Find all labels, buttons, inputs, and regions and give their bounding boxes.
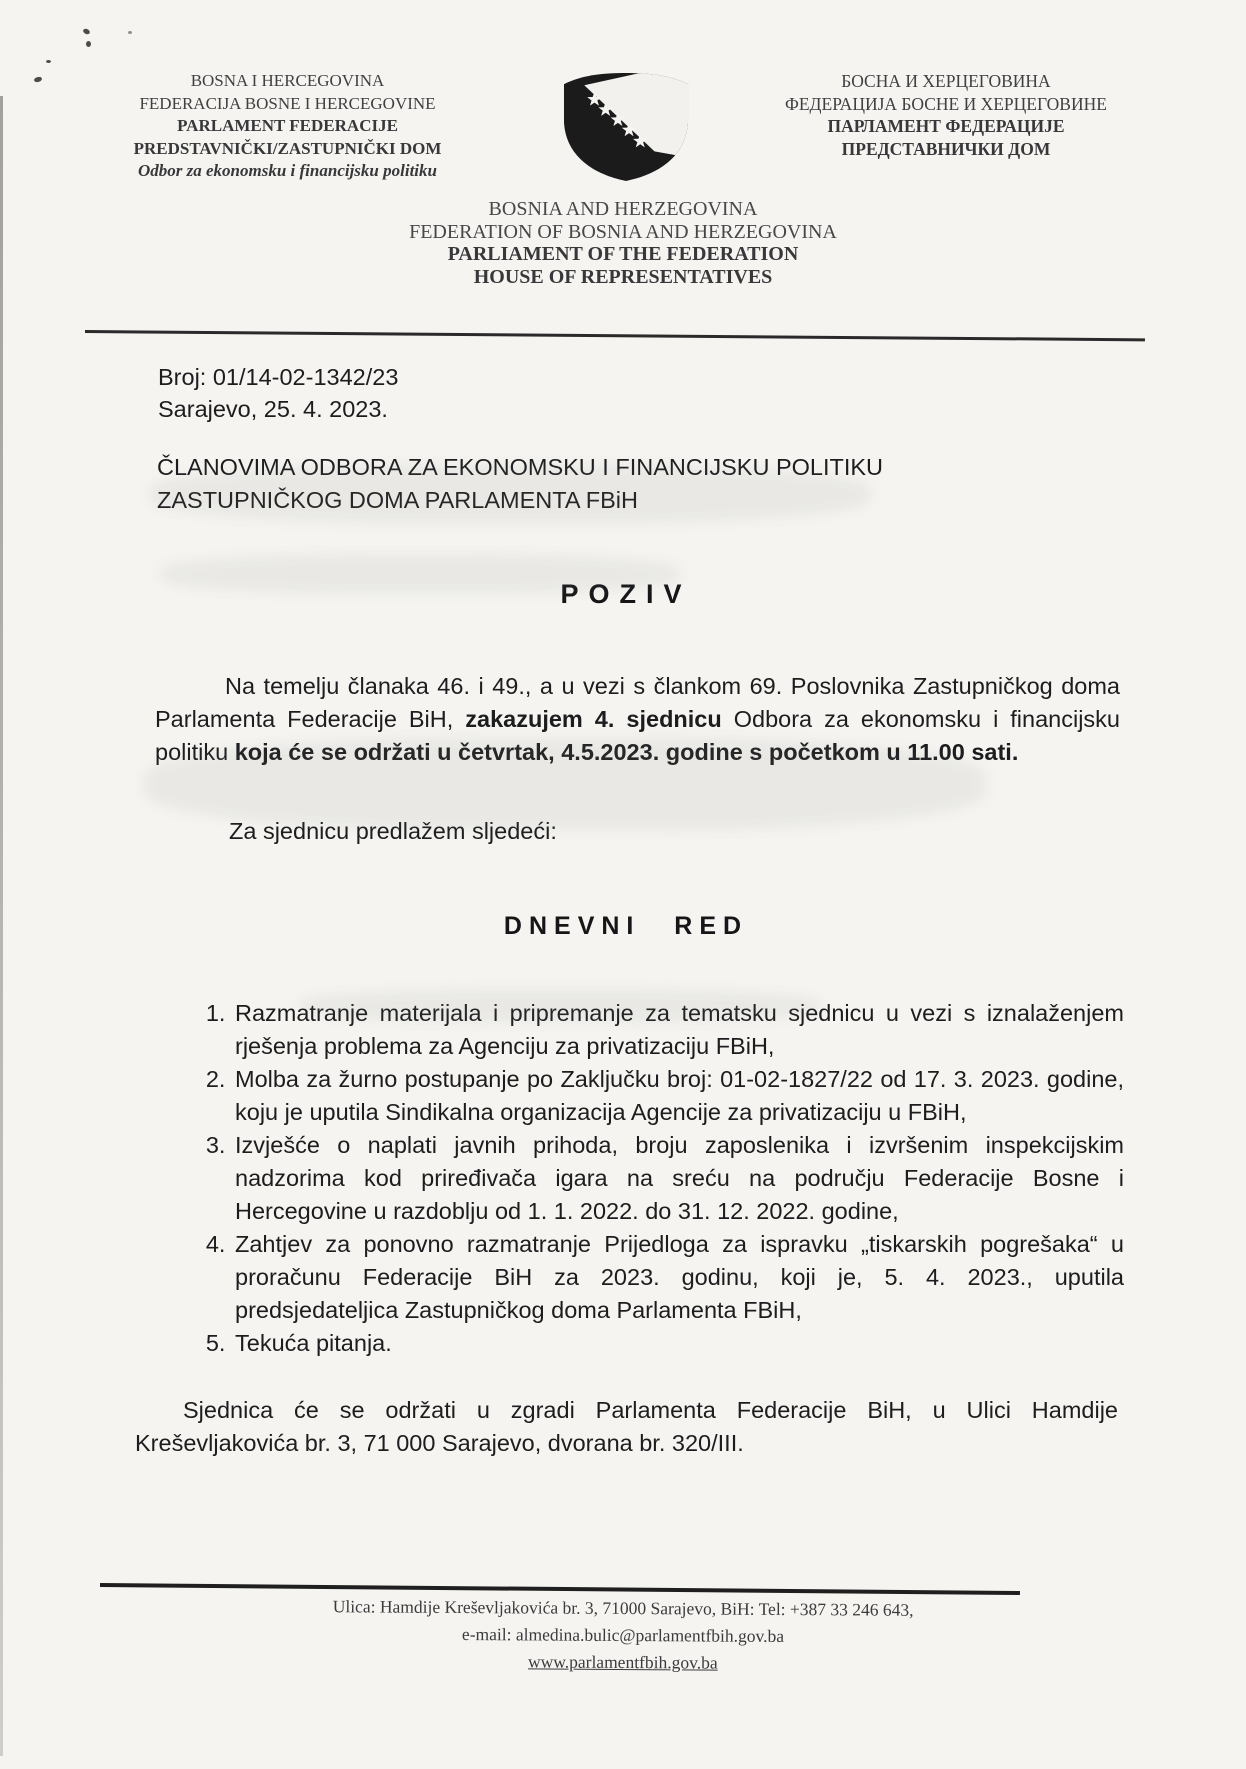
place-and-date: Sarajevo, 25. 4. 2023.: [158, 396, 388, 422]
letterhead-line: BOSNIA AND HERZEGOVINA: [488, 198, 758, 220]
footer-contact-block: [0, 1591, 1246, 1680]
agenda-heading: DNEVNI RED: [503, 912, 749, 940]
header-divider-rule: [85, 330, 1145, 341]
agenda-item: 4. Zahtjev za ponovno razmatranje Prijedloga za ispravku „tiskarskih pogrešaka“ u proračunu Federacije BiH za 2023. godinu, koji je, 5. 4. 2023., uputila predsjedateljica Zastupničkog doma Parlamenta FBiH,: [232, 1228, 1124, 1327]
bleed-through-smudge: [300, 990, 820, 1022]
letterhead-line: ФЕДЕРАЦИЈА БОСНЕ И ХЕРЦЕГОВИНЕ: [785, 93, 1107, 114]
intro-text-segment: Na temelju članaka 46. i 49., a u vezi s člankom 69. Poslovnika Zastupničkog doma Parlamenta Federacije BiH,: [155, 673, 1120, 732]
letterhead-line: PARLIAMENT OF THE FEDERATION: [447, 243, 799, 265]
addressee-line: ČLANOVIMA ODBORA ZA EKONOMSKU I FINANCIJSKU POLITIKU: [157, 454, 884, 480]
scan-speck: [46, 60, 51, 63]
document-title: POZIV: [560, 579, 692, 609]
intro-bold-segment: zakazujem 4. sjednicu: [465, 706, 722, 732]
letterhead-line: FEDERACIJA BOSNE I HERCEGOVINE: [139, 93, 436, 113]
letter-body: [0, 361, 1246, 1460]
letterhead-line: BOSNA I HERCEGOVINA: [190, 71, 385, 90]
scan-speck: [128, 31, 132, 34]
footer-email: e-mail: almedina.bulic@parlamentfbih.gov.ba: [461, 1624, 785, 1646]
agenda-item: 2. Molba za žurno postupanje po Zaključku broj: 01-02-1827/22 od 17. 3. 2023. godine, koju je uputila Sindikalna organizacija Agencije za privatizaciju u FBiH,: [232, 1063, 1124, 1129]
letterhead-line: БОСНА И ХЕРЦЕГОВИНА: [841, 71, 1051, 91]
intro-bold-segment: koja će se održati u četvrtak, 4.5.2023. godine s početkom u 11.00 sati.: [234, 739, 1019, 765]
addressee-line: ZASTUPNIČKOG DOMA PARLAMENTA FBiH: [157, 487, 638, 513]
scan-edge-line: [0, 96, 3, 1756]
footer-website-link: www.parlamentfbih.gov.ba: [527, 1651, 718, 1673]
agenda-item: 3. Izvješće o naplati javnih prihoda, broju zaposlenika i izvršenim inspekcijskim nadzorima kod priređivača igara na sreću na području Federacije Bosne i Hercegovine u razdoblju od 1. 1. 2022. do 31. 12. 2022. godine,: [232, 1129, 1124, 1228]
closing-paragraph: Sjednica će se održati u zgradi Parlamenta Federacije BiH, u Ulici Hamdije Kreševljakovića br. 3, 71 000 Sarajevo, dvorana br. 320/III.: [135, 1397, 1118, 1456]
agenda-item: 1. Razmatranje materijala i pripremanje za tematsku sjednicu u vezi s iznalaženjem rješenja problema za Agenciju za privatizaciju FBiH,: [232, 997, 1124, 1063]
agenda-item: 5. Tekuća pitanja.: [232, 1327, 1124, 1360]
bleed-through-smudge: [145, 738, 985, 830]
letterhead: [0, 0, 1246, 184]
letterhead-line: PARLAMENT FEDERACIJE: [177, 116, 398, 135]
scan-speck: [86, 41, 91, 47]
letterhead-line: ПАРЛАМЕНТ ФЕДЕРАЦИЈЕ: [827, 116, 1065, 136]
committee-name: Odbor za ekonomsku i financijsku politiku: [138, 161, 437, 180]
bleed-through-smudge: [150, 465, 870, 523]
letterhead-line: PREDSTAVNIČKI/ZASTUPNIČKI DOM: [133, 138, 442, 158]
letterhead-english: [0, 198, 1246, 288]
reference-block: [158, 361, 1246, 425]
document-footer: [0, 1583, 1246, 1676]
letterhead-line: FEDERATION OF BOSNIA AND HERZEGOVINA: [409, 220, 837, 243]
letterhead-line: HOUSE OF REPRESENTATIVES: [473, 265, 773, 288]
bleed-through-smudge: [160, 555, 680, 593]
letterhead-left-bosnian: [85, 70, 490, 183]
letterhead-line: ПРЕДСТАВНИЧКИ ДОМ: [841, 138, 1051, 159]
footer-address: Ulica: Hamdije Kreševljakovića br. 3, 71000 Sarajevo, BiH: Tel: +387 33 246 643,: [332, 1596, 914, 1620]
intro-text-segment: Odbora za ekonomsku i financijsku politiku: [155, 706, 1120, 765]
letterhead-right-cyrillic: [726, 70, 1166, 160]
agenda-list: [193, 997, 1124, 1360]
fbih-coat-of-arms-icon: [551, 70, 701, 184]
reference-number: Broj: 01/14-02-1342/23: [158, 364, 399, 390]
proposal-line: Za sjednicu predlažem sljedeći:: [229, 818, 557, 844]
